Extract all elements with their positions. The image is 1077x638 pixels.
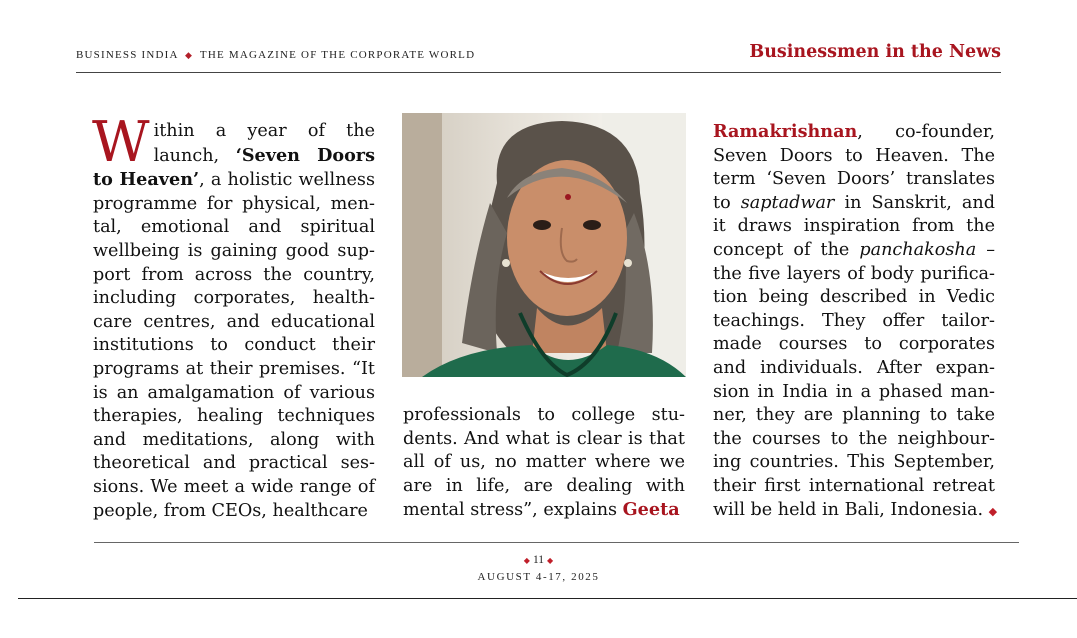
text-run: professionals to college stu- (403, 405, 685, 425)
text-run: people, from CEOs, healthcare (93, 500, 368, 521)
text-run: tion being described in Vedic (713, 287, 995, 308)
text-run: Geeta (622, 499, 680, 521)
text-run: programs at their premises. “It (93, 358, 375, 379)
text-line (93, 382, 375, 406)
text-run: port from across the country, (93, 264, 375, 285)
footer-rule (94, 542, 1019, 543)
page-bottom-rule (18, 598, 1077, 599)
text-line (713, 263, 995, 287)
text-run: care centres, and educational (93, 311, 375, 332)
article-column-1 (92, 110, 375, 523)
drop-cap: W (92, 110, 150, 175)
text-line (713, 404, 995, 428)
text-line (403, 428, 685, 452)
text-run: ner, they are planning to take (713, 405, 995, 426)
text-line (93, 216, 375, 240)
text-line (713, 310, 995, 334)
text-run: to (713, 192, 741, 213)
text-run: all of us, no matter where we (403, 452, 685, 473)
text-run: theoretical and practical ses- (93, 453, 375, 474)
text-line (713, 239, 995, 263)
text-line (713, 215, 995, 239)
text-line (713, 499, 998, 524)
text-run: panchakosha (859, 239, 977, 260)
text-line (93, 358, 375, 382)
column-3-lines (713, 120, 998, 523)
text-run: teachings. They offer tailor- (713, 310, 995, 331)
text-run: Ramakrishnan (713, 121, 858, 142)
text-line (713, 428, 995, 452)
text-run: , a holistic wellness (199, 170, 375, 191)
portrait-photo (402, 113, 686, 377)
text-run: mental stress”, explains (403, 500, 623, 521)
text-run: to Heaven’ (93, 169, 200, 191)
text-line (713, 145, 995, 169)
column-1-lines (92, 110, 375, 523)
text-run: sion in India in a phased man- (713, 381, 995, 402)
text-run: saptadwar (740, 192, 835, 213)
text-run: and meditations, along with (93, 429, 375, 450)
text-run: concept of the (713, 239, 860, 260)
text-line (403, 404, 685, 428)
text-run: , co-founder, (857, 122, 995, 142)
portrait-illustration (402, 113, 686, 377)
text-run: the courses to the neighbour- (713, 428, 995, 449)
article-column-3 (713, 120, 998, 523)
text-run: including corporates, health- (93, 288, 375, 309)
text-line (713, 451, 995, 475)
text-run: will be held in Bali, Indonesia. (713, 499, 989, 520)
text-run: dents. And what is clear is that (403, 428, 685, 449)
text-line (713, 168, 995, 192)
header-rule (76, 72, 1001, 73)
text-run: ‘Seven Doors (235, 144, 375, 166)
text-run: therapies, healing techniques (93, 406, 375, 427)
text-line (713, 286, 995, 310)
text-line (713, 192, 995, 216)
text-line (93, 287, 375, 311)
text-line (93, 405, 375, 429)
text-run: is an amalgamation of various (93, 382, 375, 403)
masthead (76, 49, 475, 61)
text-line (403, 451, 685, 475)
text-line (93, 193, 375, 217)
text-run: it draws inspiration from the (713, 216, 995, 237)
text-line (93, 264, 375, 288)
publication-name: BUSINESS INDIA (76, 49, 179, 61)
page-number: 11 (532, 554, 545, 566)
text-run: and individuals. After expan- (713, 357, 995, 378)
article-column-2 (403, 404, 685, 523)
text-run: – (976, 239, 995, 260)
text-line (403, 498, 685, 523)
text-run: are in life, are dealing with (403, 475, 685, 496)
text-run: ing countries. This September, (713, 452, 995, 473)
diamond-icon: ◆ (185, 50, 194, 60)
text-line (93, 334, 375, 358)
column-2-lines (403, 404, 685, 523)
issue-date: AUGUST 4-17, 2025 (477, 571, 600, 583)
text-run: Seven Doors to Heaven. The (713, 145, 995, 166)
diamond-icon: ◆ (523, 556, 530, 565)
text-line (713, 357, 995, 381)
text-line (93, 452, 375, 476)
text-line (713, 381, 995, 405)
text-run: their first international retreat (713, 475, 995, 496)
text-run: the five layers of body purifica- (713, 263, 995, 284)
section-title: Businessmen in the News (749, 42, 1001, 62)
text-line (93, 311, 375, 335)
text-line (713, 120, 995, 145)
text-run: wellbeing is gaining good sup- (93, 240, 375, 261)
text-line (93, 500, 375, 524)
text-line (403, 475, 685, 499)
text-line (93, 476, 375, 500)
diamond-icon: ◆ (547, 556, 554, 565)
text-line (93, 168, 375, 193)
text-run: in Sanskrit, and (834, 192, 995, 213)
text-run: tal, emotional and spiritual (93, 217, 375, 238)
publication-tagline: THE MAGAZINE OF THE CORPORATE WORLD (199, 49, 476, 61)
text-run: programme for physical, men- (93, 193, 375, 214)
text-run: launch, (153, 145, 236, 166)
text-run: sions. We meet a wide range of (93, 476, 375, 497)
text-run: term ‘Seven Doors’ translates (713, 169, 995, 190)
text-line (713, 333, 995, 357)
text-line (713, 475, 995, 499)
end-of-article-icon: ◆ (988, 504, 998, 518)
text-run: made courses to corporates (713, 334, 995, 355)
text-run: institutions to conduct their (93, 335, 375, 356)
text-run: ithin a year of the (153, 121, 375, 141)
text-line (93, 429, 375, 453)
page-folio (0, 554, 1077, 566)
text-line (93, 240, 375, 264)
